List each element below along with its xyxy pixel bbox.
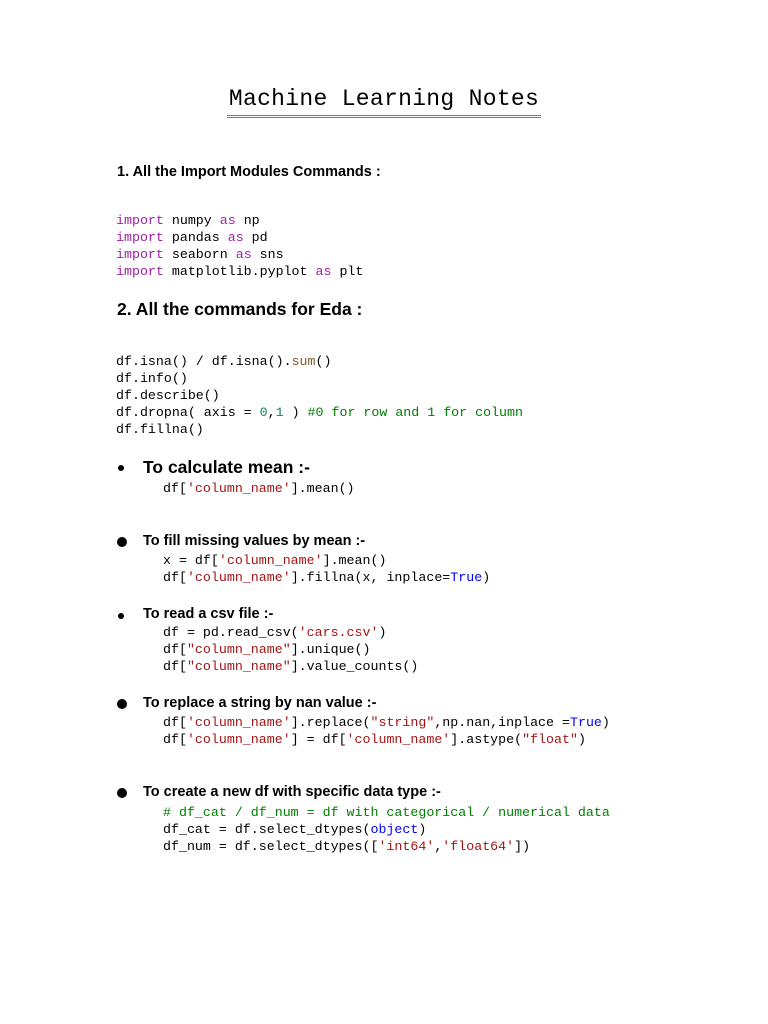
code-text: ].astype( [450, 732, 523, 747]
code-text: ) [283, 405, 308, 420]
code-text: df_cat = df.select_dtypes( [163, 822, 371, 837]
dtype-code-block [163, 804, 610, 855]
code-string: 'float64' [442, 839, 515, 854]
code-comment: #0 for row and 1 for column [307, 405, 523, 420]
csv-code-block [163, 624, 418, 675]
section-1-heading: 1. All the Import Modules Commands : [117, 164, 381, 180]
replace-code-block [163, 714, 610, 748]
bullet-icon [118, 613, 124, 619]
code-keyword: as [315, 264, 332, 279]
code-string: "float" [522, 732, 578, 747]
code-text: ) [482, 570, 491, 585]
code-keyword: as [219, 213, 236, 228]
code-line: df.describe() [116, 388, 220, 403]
bullet-heading-dtype: To create a new df with specific data type :- [143, 784, 441, 800]
code-line [163, 838, 610, 855]
code-string: "string" [370, 715, 435, 730]
code-text: , [434, 839, 443, 854]
page-title-wrap [0, 86, 768, 118]
code-line [163, 658, 418, 675]
bullet-icon [117, 537, 127, 547]
code-text: ]) [514, 839, 531, 854]
code-text: ] = df[ [290, 732, 347, 747]
code-line [116, 263, 363, 280]
code-comment: # df_cat / df_num = df with categorical / numerical data [163, 805, 610, 820]
section-2-heading: 2. All the commands for Eda : [117, 299, 363, 319]
code-line: df.fillna() [116, 422, 204, 437]
code-line [116, 246, 363, 263]
code-literal: True [569, 715, 602, 730]
code-text: df[ [163, 715, 187, 730]
code-string: 'column_name' [218, 553, 323, 568]
code-keyword: import [116, 264, 164, 279]
code-text: ].mean() [322, 553, 387, 568]
code-text: ,np.nan,inplace = [434, 715, 570, 730]
code-line [163, 821, 610, 838]
code-string: 'column_name' [186, 732, 291, 747]
code-text: x = df[ [163, 553, 219, 568]
code-text: ].unique() [290, 642, 371, 657]
code-text: ) [418, 822, 427, 837]
code-line [163, 731, 610, 748]
code-line [163, 480, 355, 497]
page-title: Machine Learning Notes [227, 86, 541, 118]
code-line [163, 624, 418, 641]
code-literal: object [370, 822, 419, 837]
code-string: 'cars.csv' [298, 625, 379, 640]
code-number: 1 [275, 405, 284, 420]
code-line [116, 212, 363, 229]
code-function: sum [291, 354, 316, 369]
bullet-heading-replace: To replace a string by nan value :- [143, 695, 377, 711]
code-line [163, 714, 610, 731]
code-keyword: as [227, 230, 244, 245]
code-keyword: as [235, 247, 252, 262]
code-text: , [267, 405, 276, 420]
code-line: df.info() [116, 371, 188, 386]
code-text: seaborn [163, 247, 236, 262]
code-text: ].replace( [290, 715, 371, 730]
code-text: () [315, 354, 332, 369]
code-text: df[ [163, 642, 187, 657]
bullet-icon [117, 699, 127, 709]
code-literal: True [450, 570, 483, 585]
code-keyword: import [116, 213, 164, 228]
eda-code-block [116, 353, 523, 438]
mean-code-block [163, 480, 355, 497]
code-text: df[ [163, 732, 187, 747]
code-text: df[ [163, 570, 187, 585]
code-string: 'column_name' [346, 732, 451, 747]
code-text: ].mean() [290, 481, 355, 496]
code-string: "column_name" [186, 659, 291, 674]
code-text: df = pd.read_csv( [163, 625, 299, 640]
code-line [163, 569, 490, 586]
code-line [116, 404, 523, 421]
code-text: ) [378, 625, 387, 640]
code-text: df_num = df.select_dtypes([ [163, 839, 379, 854]
code-keyword: import [116, 230, 164, 245]
import-code-block [116, 212, 363, 280]
code-string: "column_name" [186, 642, 291, 657]
code-line [116, 229, 363, 246]
bullet-heading-csv: To read a csv file :- [143, 606, 274, 622]
code-text: pd [243, 230, 268, 245]
code-text: np [235, 213, 260, 228]
code-text: ].fillna(x, inplace= [290, 570, 451, 585]
code-text: matplotlib.pyplot [163, 264, 316, 279]
code-text: df.dropna( axis = [116, 405, 260, 420]
code-string: 'column_name' [186, 481, 291, 496]
code-line [163, 641, 418, 658]
code-string: 'column_name' [186, 570, 291, 585]
code-text: ) [577, 732, 586, 747]
code-string: 'column_name' [186, 715, 291, 730]
code-text: numpy [163, 213, 220, 228]
bullet-icon [118, 465, 124, 471]
bullet-heading-mean: To calculate mean :- [143, 457, 310, 477]
code-text: plt [331, 264, 364, 279]
code-text: df[ [163, 659, 187, 674]
code-text: df.isna() / df.isna(). [116, 354, 292, 369]
code-text: ].value_counts() [290, 659, 419, 674]
code-text: df[ [163, 481, 187, 496]
bullet-heading-fill: To fill missing values by mean :- [143, 533, 366, 549]
code-line [163, 552, 490, 569]
code-text: pandas [163, 230, 228, 245]
code-line [116, 353, 523, 370]
code-keyword: import [116, 247, 164, 262]
code-text: ) [601, 715, 610, 730]
bullet-icon [117, 788, 127, 798]
code-string: 'int64' [378, 839, 435, 854]
fill-code-block [163, 552, 490, 586]
code-number: 0 [259, 405, 268, 420]
code-text: sns [251, 247, 284, 262]
